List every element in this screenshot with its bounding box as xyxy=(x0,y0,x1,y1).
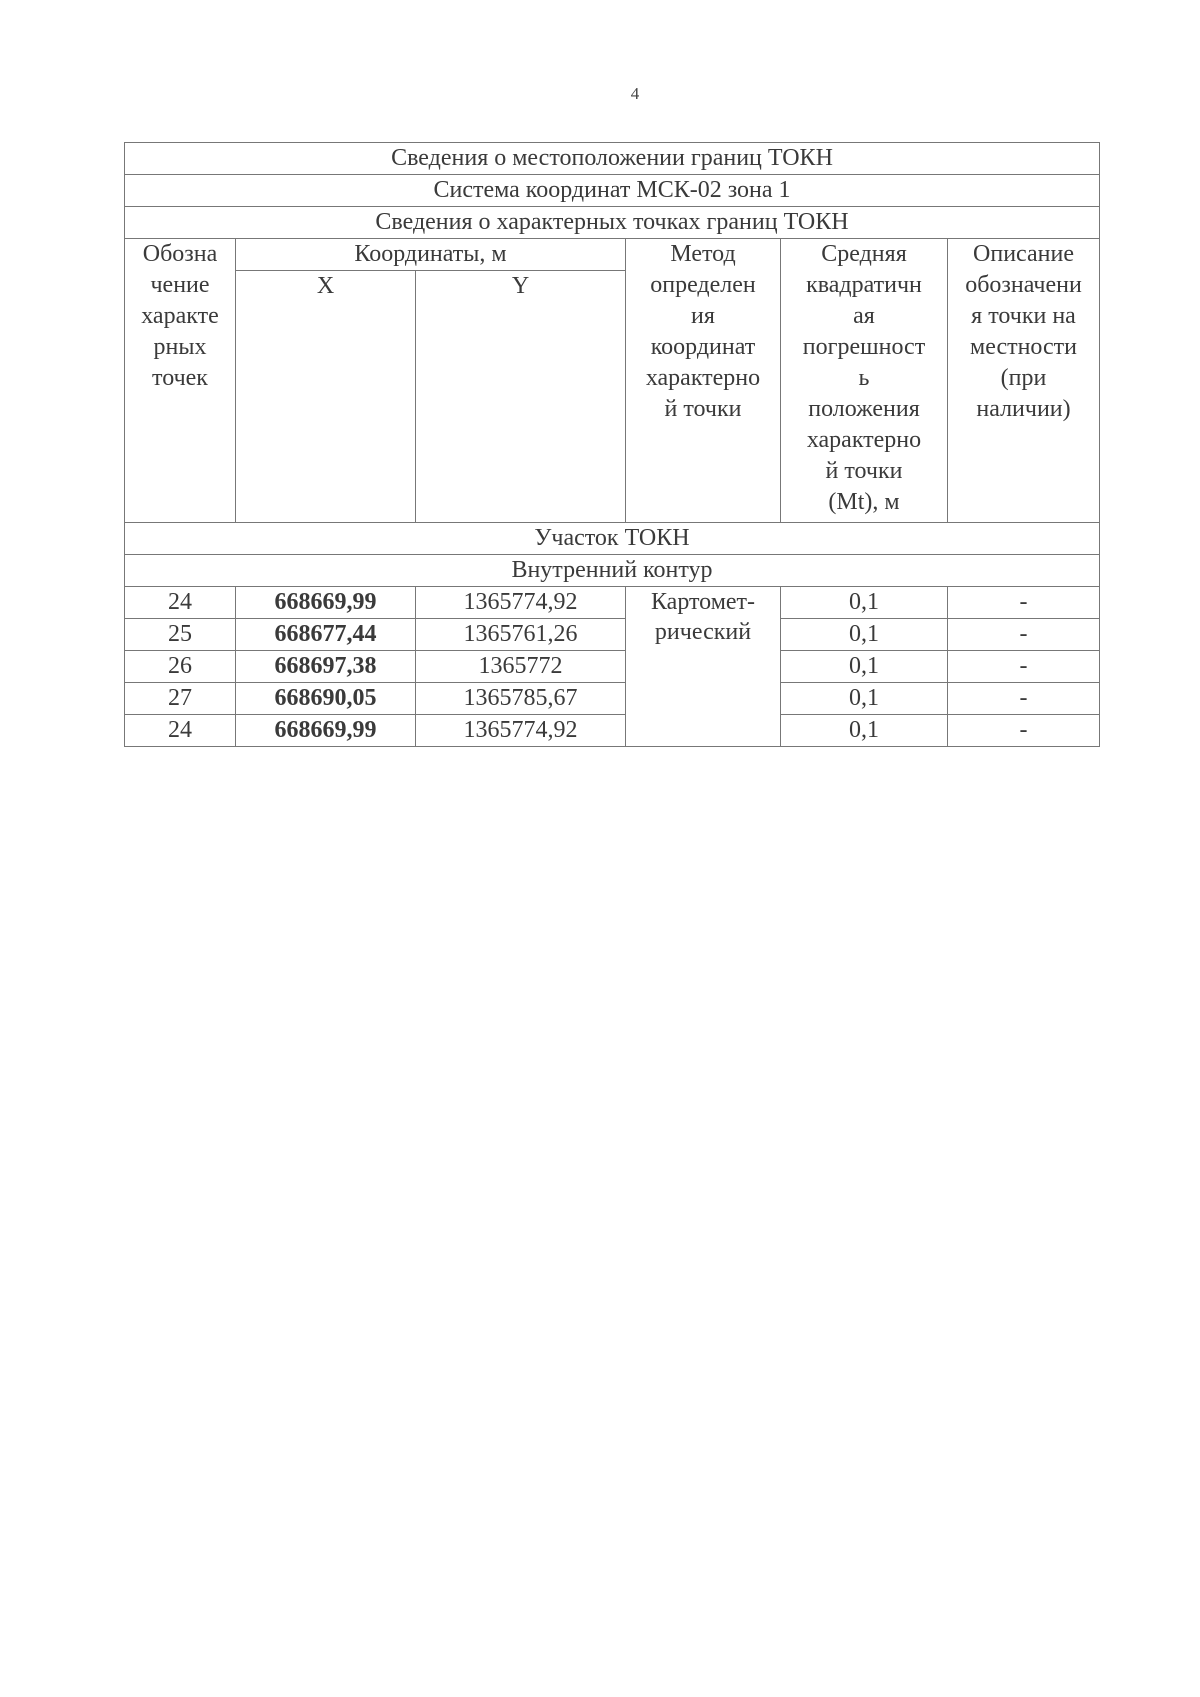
x-cell: 668677,44 xyxy=(236,619,416,651)
header-description: Описание обозначени я точки на местности (при наличии) xyxy=(948,239,1100,523)
table-row xyxy=(125,715,1100,747)
header-error: Средняя квадратичн ая погрешност ь положения характерно й точки (Mt), м xyxy=(781,239,948,523)
header-x: X xyxy=(236,271,416,523)
point-cell: 27 xyxy=(125,683,236,715)
table-row xyxy=(125,651,1100,683)
description-cell: - xyxy=(948,619,1100,651)
y-cell: 1365774,92 xyxy=(416,715,626,747)
table-row xyxy=(125,683,1100,715)
error-cell: 0,1 xyxy=(781,651,948,683)
table-row xyxy=(125,587,1100,619)
table-row xyxy=(125,619,1100,651)
y-cell: 1365785,67 xyxy=(416,683,626,715)
x-cell: 668690,05 xyxy=(236,683,416,715)
section-label: Участок ТОКН xyxy=(125,523,1100,555)
boundary-points-table xyxy=(124,142,1100,747)
page-number: 4 xyxy=(630,84,640,103)
description-cell: - xyxy=(948,683,1100,715)
header-point: Обозна чение характе рных точек xyxy=(125,239,236,523)
point-cell: 26 xyxy=(125,651,236,683)
table-title: Сведения о местоположении границ ТОКН xyxy=(125,143,1100,175)
point-cell: 25 xyxy=(125,619,236,651)
point-cell: 24 xyxy=(125,715,236,747)
y-cell: 1365761,26 xyxy=(416,619,626,651)
error-cell: 0,1 xyxy=(781,683,948,715)
error-cell: 0,1 xyxy=(781,619,948,651)
description-cell: - xyxy=(948,587,1100,619)
header-method: Метод определен ия координат характерно й точки xyxy=(626,239,781,523)
contour-label: Внутренний контур xyxy=(125,555,1100,587)
table-subtitle: Сведения о характерных точках границ ТОКН xyxy=(125,207,1100,239)
x-cell: 668669,99 xyxy=(236,587,416,619)
error-cell: 0,1 xyxy=(781,587,948,619)
header-y: Y xyxy=(416,271,626,523)
header-coordinates: Координаты, м xyxy=(236,239,626,271)
method-cell: Картомет- рический xyxy=(626,587,781,747)
error-cell: 0,1 xyxy=(781,715,948,747)
coordinate-system: Система координат МСК-02 зона 1 xyxy=(125,175,1100,207)
description-cell: - xyxy=(948,715,1100,747)
y-cell: 1365772 xyxy=(416,651,626,683)
x-cell: 668669,99 xyxy=(236,715,416,747)
description-cell: - xyxy=(948,651,1100,683)
y-cell: 1365774,92 xyxy=(416,587,626,619)
x-cell: 668697,38 xyxy=(236,651,416,683)
point-cell: 24 xyxy=(125,587,236,619)
